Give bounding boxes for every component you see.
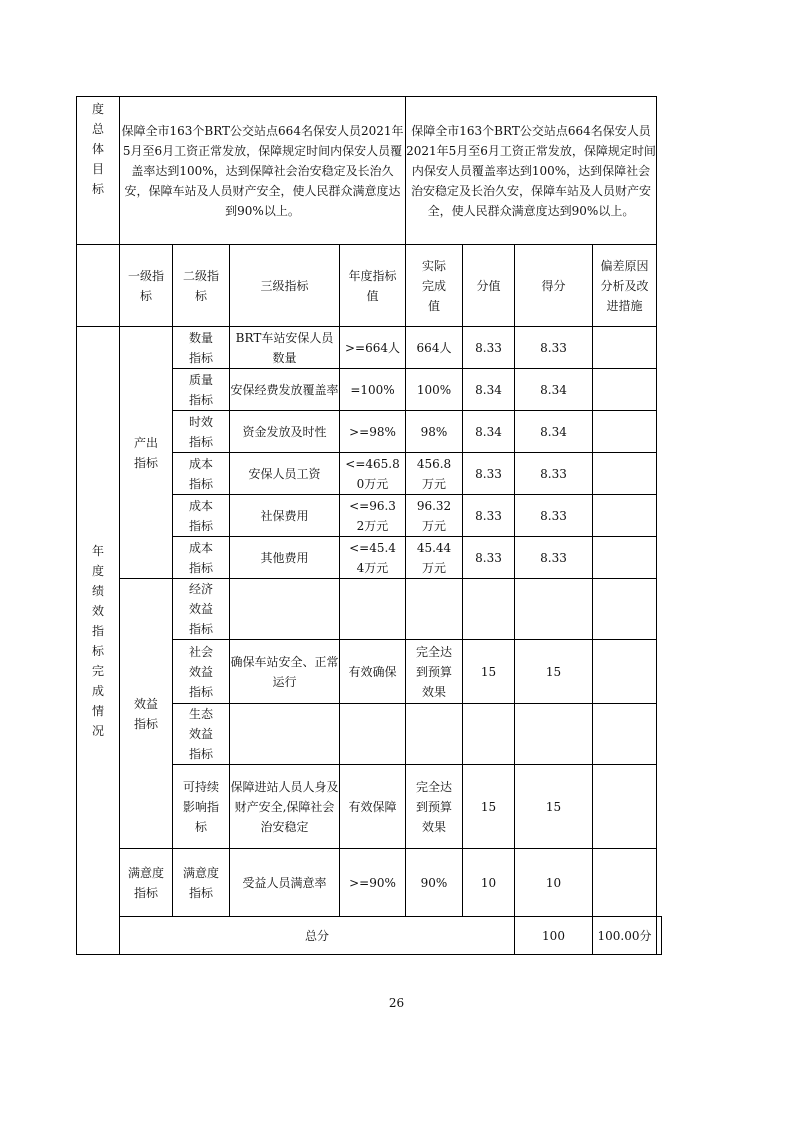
output-l3: 社保费用 bbox=[230, 495, 340, 537]
header-blank bbox=[77, 245, 120, 327]
benefit-deviation bbox=[593, 765, 657, 849]
satisfaction-target: >=90% bbox=[340, 849, 406, 917]
output-actual: 45.44万元 bbox=[406, 537, 463, 579]
output-l2: 数量指标 bbox=[173, 327, 230, 369]
benefit-target: 有效保障 bbox=[340, 765, 406, 849]
header-level3: 三级指标 bbox=[230, 245, 340, 327]
total-value: 100 bbox=[515, 917, 593, 955]
output-value: 8.33 bbox=[463, 453, 515, 495]
header-level1: 一级指标 bbox=[120, 245, 173, 327]
header-score: 得分 bbox=[515, 245, 593, 327]
satisfaction-l3: 受益人员满意率 bbox=[230, 849, 340, 917]
benefit-l3: 保障进站人员人身及财产安全,保障社会治安稳定 bbox=[230, 765, 340, 849]
output-l2: 质量指标 bbox=[173, 369, 230, 411]
benefit-l2: 生态效益指标 bbox=[173, 704, 230, 765]
satisfaction-deviation bbox=[593, 849, 657, 917]
output-deviation bbox=[593, 327, 657, 369]
output-target: =100% bbox=[340, 369, 406, 411]
output-score: 8.33 bbox=[515, 495, 593, 537]
benefit-l3 bbox=[230, 579, 340, 640]
output-value: 8.33 bbox=[463, 495, 515, 537]
benefit-value: 15 bbox=[463, 640, 515, 704]
performance-table bbox=[76, 96, 662, 955]
goal-label: 度总体目标 bbox=[77, 97, 120, 245]
total-deviation bbox=[657, 917, 662, 955]
output-l2: 成本指标 bbox=[173, 495, 230, 537]
header-score-value: 分值 bbox=[463, 245, 515, 327]
benefit-l3 bbox=[230, 704, 340, 765]
output-l2: 时效指标 bbox=[173, 411, 230, 453]
benefit-target: 有效确保 bbox=[340, 640, 406, 704]
benefit-value: 15 bbox=[463, 765, 515, 849]
benefit-l2: 经济效益指标 bbox=[173, 579, 230, 640]
output-l3: BRT车站安保人员数量 bbox=[230, 327, 340, 369]
output-target: <=96.32万元 bbox=[340, 495, 406, 537]
goal-actual: 保障全市163个BRT公交站点664名保安人员2021年5月至6月工资正常发放，保障规定时间内保安人员覆盖率达到100%，达到保障社会治安稳定及长治久安，保障车站及人员财产安全，使人民群众满意度达到90%以上。 bbox=[406, 97, 657, 245]
output-score: 8.34 bbox=[515, 411, 593, 453]
output-label: 产出指标 bbox=[120, 327, 173, 579]
output-l3: 安保经费发放覆盖率 bbox=[230, 369, 340, 411]
benefit-value bbox=[463, 579, 515, 640]
benefit-value bbox=[463, 704, 515, 765]
benefit-l3: 确保车站安全、正常运行 bbox=[230, 640, 340, 704]
output-actual: 664人 bbox=[406, 327, 463, 369]
output-l2: 成本指标 bbox=[173, 453, 230, 495]
total-label: 总分 bbox=[120, 917, 515, 955]
output-actual: 100% bbox=[406, 369, 463, 411]
output-deviation bbox=[593, 495, 657, 537]
output-value: 8.33 bbox=[463, 327, 515, 369]
page-number: 26 bbox=[388, 996, 405, 1010]
benefit-l2: 可持续影响指标 bbox=[173, 765, 230, 849]
output-target: >=98% bbox=[340, 411, 406, 453]
output-score: 8.33 bbox=[515, 453, 593, 495]
header-actual: 实际完成值 bbox=[406, 245, 463, 327]
benefit-score: 15 bbox=[515, 765, 593, 849]
output-score: 8.34 bbox=[515, 369, 593, 411]
output-deviation bbox=[593, 453, 657, 495]
output-deviation bbox=[593, 369, 657, 411]
header-target: 年度指标值 bbox=[340, 245, 406, 327]
output-l2: 成本指标 bbox=[173, 537, 230, 579]
benefit-actual bbox=[406, 704, 463, 765]
satisfaction-score: 10 bbox=[515, 849, 593, 917]
output-score: 8.33 bbox=[515, 327, 593, 369]
output-actual: 98% bbox=[406, 411, 463, 453]
benefit-score: 15 bbox=[515, 640, 593, 704]
benefit-actual: 完全达到预算效果 bbox=[406, 640, 463, 704]
output-target: >=664人 bbox=[340, 327, 406, 369]
benefit-score bbox=[515, 579, 593, 640]
output-deviation bbox=[593, 411, 657, 453]
benefit-target bbox=[340, 579, 406, 640]
benefit-actual: 完全达到预算效果 bbox=[406, 765, 463, 849]
output-deviation bbox=[593, 537, 657, 579]
benefit-label: 效益指标 bbox=[120, 579, 173, 849]
output-l3: 其他费用 bbox=[230, 537, 340, 579]
benefit-actual bbox=[406, 579, 463, 640]
benefit-deviation bbox=[593, 704, 657, 765]
output-score: 8.33 bbox=[515, 537, 593, 579]
satisfaction-value: 10 bbox=[463, 849, 515, 917]
header-deviation: 偏差原因分析及改进措施 bbox=[593, 245, 657, 327]
output-target: <=45.44万元 bbox=[340, 537, 406, 579]
goal-planned: 保障全市163个BRT公交站点664名保安人员2021年5月至6月工资正常发放，保障规定时间内保安人员覆盖率达到100%，达到保障社会治安稳定及长治久安，保障车站及人员财产安全，使人民群众满意度达到90%以上。 bbox=[120, 97, 406, 245]
satisfaction-label: 满意度指标 bbox=[120, 849, 173, 917]
total-score: 100.00分 bbox=[593, 917, 657, 955]
output-actual: 456.8万元 bbox=[406, 453, 463, 495]
side-label: 年度绩效指标完成情况 bbox=[77, 327, 120, 955]
satisfaction-l2: 满意度指标 bbox=[173, 849, 230, 917]
benefit-score bbox=[515, 704, 593, 765]
benefit-deviation bbox=[593, 579, 657, 640]
benefit-target bbox=[340, 704, 406, 765]
output-value: 8.34 bbox=[463, 369, 515, 411]
benefit-deviation bbox=[593, 640, 657, 704]
satisfaction-actual: 90% bbox=[406, 849, 463, 917]
output-actual: 96.32万元 bbox=[406, 495, 463, 537]
header-level2: 二级指标 bbox=[173, 245, 230, 327]
output-target: <=465.80万元 bbox=[340, 453, 406, 495]
output-l3: 安保人员工资 bbox=[230, 453, 340, 495]
output-value: 8.33 bbox=[463, 537, 515, 579]
output-value: 8.34 bbox=[463, 411, 515, 453]
output-l3: 资金发放及时性 bbox=[230, 411, 340, 453]
benefit-l2: 社会效益指标 bbox=[173, 640, 230, 704]
